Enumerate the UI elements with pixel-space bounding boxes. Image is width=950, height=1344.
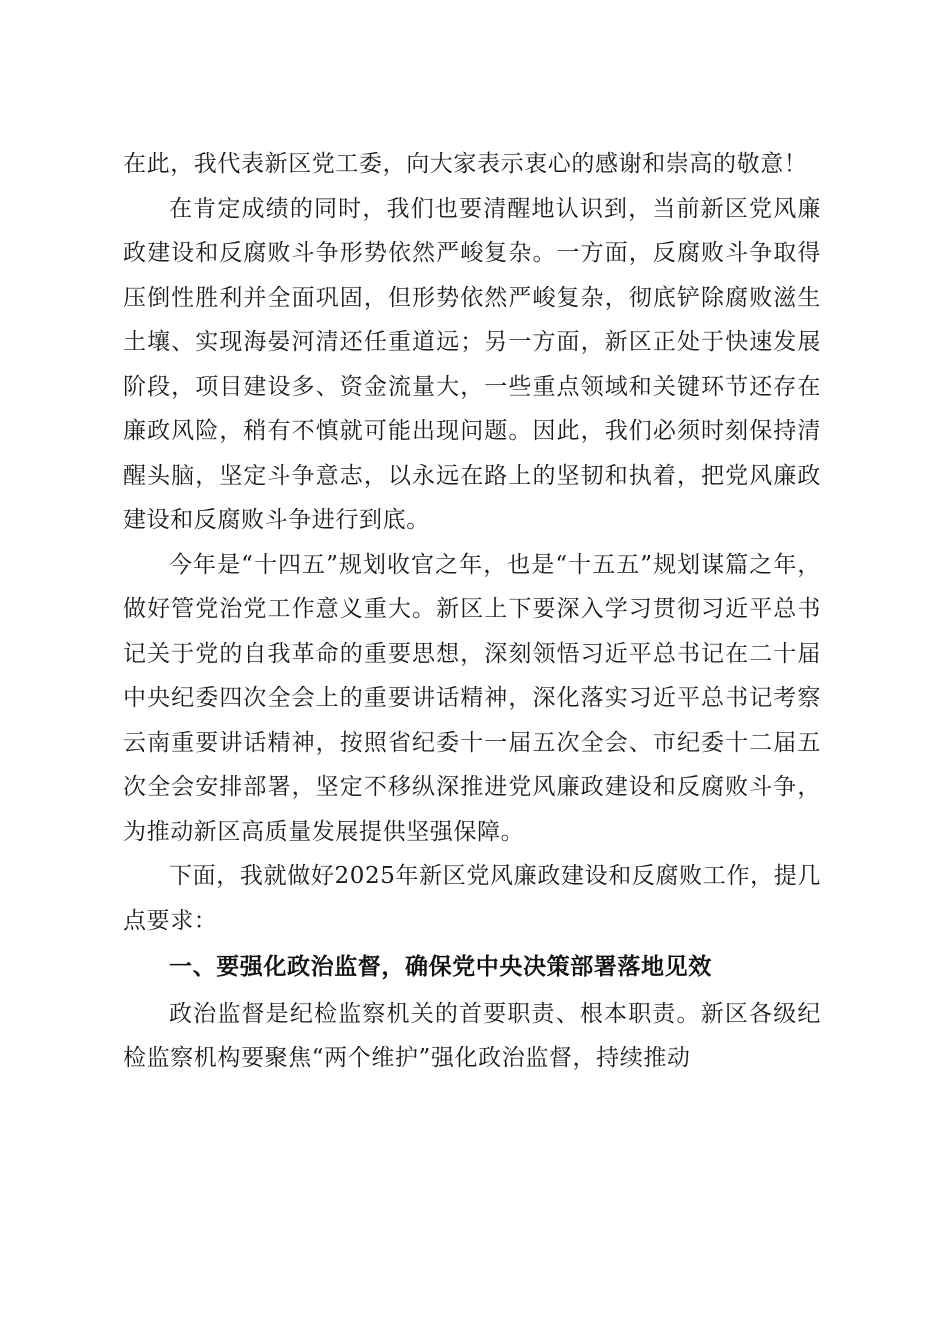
document-body [123,142,821,1081]
paragraph-thanks: 在此，我代表新区党工委，向大家表示衷心的感谢和崇高的敬意！ [123,151,808,177]
paragraph-requirements-intro: 下面，我就做好2025年新区党风廉政建设和反腐败工作，提几点要求： [123,863,821,934]
paragraph-this-year: 今年是“十四五”规划收官之年，也是“十五五”规划谋篇之年，做好管党治党工作意义重大。新区上下要深入学习贯彻习近平总书记关于党的自我革命的重要思想，深刻领悟习近平总书记在二十届中央纪委四次全会上的重要讲话精神，深化落实习近平总书记考察云南重要讲话精神，按照省纪委十一届五次全会、市纪委十二届五次全会安排部署，坚定不移纵深推进党风廉政建设和反腐败斗争，为推动新区高质量发展提供坚强保障。 [123,551,821,845]
paragraph-situation: 在肯定成绩的同时，我们也要清醒地认识到，当前新区党风廉政建设和反腐败斗争形势依然严峻复杂。一方面，反腐败斗争取得压倒性胜利并全面巩固，但形势依然严峻复杂，彻底铲除腐败滋生土壤、实现海晏河清还任重道远；另一方面，新区正处于快速发展阶段，项目建设多、资金流量大，一些重点领域和关键环节还存在廉政风险，稍有不慎就可能出现问题。因此，我们必须时刻保持清醒头脑，坚定斗争意志，以永远在路上的坚韧和执着，把党风廉政建设和反腐败斗争进行到底。 [123,195,821,533]
paragraph-political-supervision: 政治监督是纪检监察机关的首要职责、根本职责。新区各级纪检监察机构要聚焦“两个维护”强化政治监督，持续推动 [123,1000,821,1071]
section-heading-1: 一、要强化政治监督，确保党中央决策部署落地见效 [169,954,712,980]
